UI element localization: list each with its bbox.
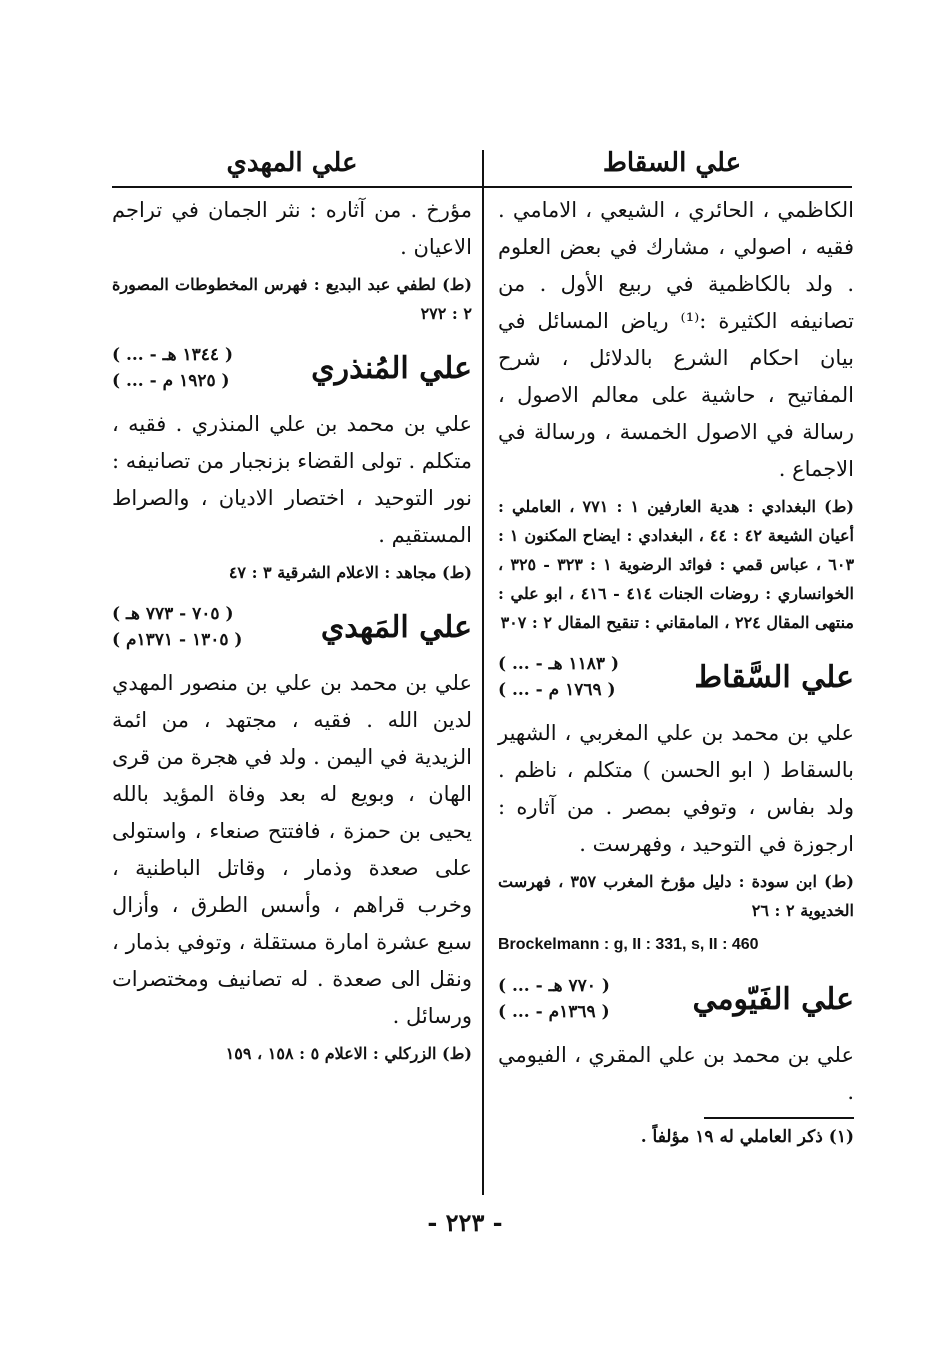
dates-hijri: ( ... - ٧٧٠ هـ )	[498, 976, 610, 996]
entry-heading	[112, 601, 472, 653]
dates-gregorian: ( ... - ١٩٢٥ م )	[112, 371, 230, 391]
dates-gregorian: ( ١٣٠٥ - ١٣٧١م )	[112, 630, 243, 650]
footnote: (١) ذكر العاملي له ١٩ مؤلفاً .	[640, 1127, 854, 1147]
paragraph: علي بن محمد بن علي المغربي ، الشهير بالسقاط ( ابو الحسن ) متكلم ، ناظم . ولد بفاس ، وتوفي بمصر . من آثاره : ارجوزة في التوحيد ، وفهرست .	[498, 721, 854, 856]
entry-dates	[112, 601, 242, 653]
paragraph: علي بن محمد بن علي المنذري . فقيه ، متكلم . تولى القضاء بزنجبار من تصانيفه : نور التوحيد ، اختصار الاديان ، والصراط المستقيم .	[112, 412, 472, 547]
paragraph: مؤرخ . من آثاره : نثر الجمان في تراجم الاعيان .	[112, 198, 472, 259]
reference: (ط) مجاهد : الاعلام الشرقية ٣ : ٤٧	[228, 563, 472, 582]
entry-heading	[112, 342, 472, 394]
paragraph: علي بن محمد بن علي بن منصور المهدي لدين الله . فقيه ، مجتهد ، من ائمة الزيدية في اليمن . ولد في هجرة من قرى الهان ، وبويع له بعد وفاة المؤيد بالله يحيى بن حمزة ، فافتتح صنعاء ، واستولى على صعدة وذمار ، وقاتل الباطنية ، وخرب قراهم ، وأسس الطرق ، وأزال سبع عشرة امارة مستقلة ، وتوفي بذمار ، ونقل الى صعدة . له تصانيف ومختصرات ورسائل .	[112, 671, 472, 1028]
dates-hijri: ( ٧٠٥ - ٧٧٣ هـ )	[112, 604, 234, 624]
reference: (ط) الزركلي : الاعلام ٥ : ١٥٨ ، ١٥٩	[225, 1044, 472, 1063]
paragraph: الكاظمي ، الحائري ، الشيعي ، الامامي . فقيه ، اصولي ، مشارك في بعض العلوم . ولد بالكاظمية في ربيع الأول . من تصانيفه الكثيرة :⁽¹⁾ رياض المسائل في بيان احكام الشرع بالدلائل ، شرح المفاتيح ، حاشية على معالم الاصول ، رسالة في الاصول الخمسة ، ورسالة في الاجماع .	[498, 198, 854, 481]
entry-name: علي السَّقاط	[694, 659, 854, 695]
entry-name: علي المَهدي	[320, 609, 472, 645]
reference: (ط) البغدادي : هدية العارفين ١ : ٧٧١ ، العاملي : أعيان الشيعة ٤٢ : ٤٤ ، البغدادي : ايضاح المكنون ١ : ٦٠٣ ، عباس قمي : فوائد الرضوية ١ : ٣٢٣ - ٣٢٥ ، الخوانساري : روضات الجنات ٤١٤ - ٤١٦ ، ابو علي : منتهى المقال ٢٢٤ ، المامقاني : تنقيح المقال ٢ : ٣٠٧	[498, 497, 855, 632]
page-number: - ٢٢٣ -	[427, 1208, 503, 1237]
entry-heading	[498, 651, 854, 703]
entry-dates	[498, 651, 619, 703]
entry-heading	[498, 973, 854, 1025]
dates-gregorian: ( ... - ١٧٦٩ م )	[498, 680, 616, 700]
dates-hijri: ( ... - ١٣٤٤ هـ )	[112, 345, 233, 365]
reference: (ط) ابن سودة : دليل مؤرخ المغرب ٣٥٧ ، فهرست الخديوية ٢ : ٢٦	[498, 872, 855, 920]
right-column	[498, 192, 854, 1151]
running-header-left: علي المهدي	[226, 148, 358, 178]
running-header-right: علي السقاط	[602, 148, 742, 178]
reference: (ط) لطفي عبد البديع : فهرس المخطوطات المصورة ٢ : ٢٧٢	[112, 275, 472, 323]
footnote-rule	[704, 1117, 854, 1119]
dates-hijri: ( ... - ١١٨٣ هـ )	[498, 654, 619, 674]
left-column	[112, 192, 472, 1074]
entry-dates	[498, 973, 610, 1025]
entry-name: علي الفَيّومي	[692, 981, 854, 1017]
paragraph: علي بن محمد بن علي المقري ، الفيومي .	[498, 1043, 854, 1104]
entry-dates	[112, 342, 233, 394]
latin-reference: Brockelmann : g, II : 331, s, II : 460	[498, 936, 759, 953]
column-divider	[482, 150, 484, 1195]
dates-gregorian: ( ... - ١٣٦٩م )	[498, 1002, 610, 1022]
entry-name: علي المُنذري	[311, 350, 472, 386]
